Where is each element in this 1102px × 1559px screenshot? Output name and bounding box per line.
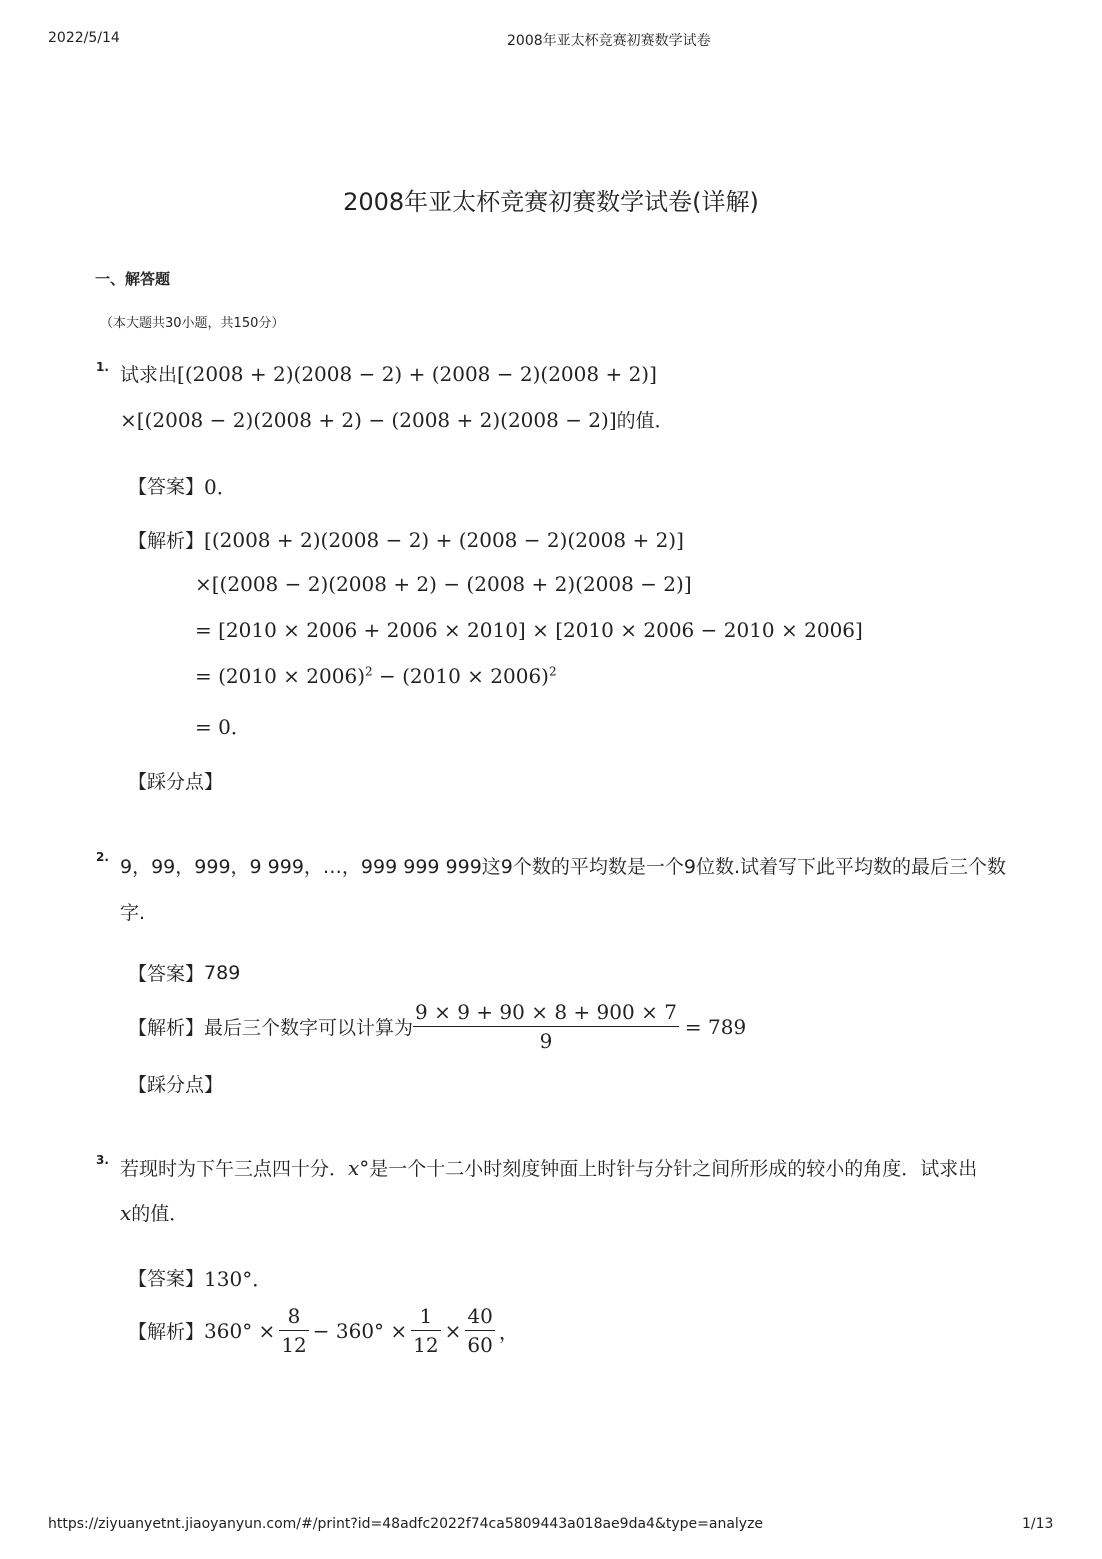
fraction-bar	[279, 1330, 308, 1331]
analysis-row	[128, 1000, 746, 1053]
section-heading: 一、解答题	[95, 270, 171, 288]
fraction-numerator: 9 × 9 + 90 × 8 + 900 × 7	[415, 1000, 677, 1024]
answer-value: 130°．	[204, 1267, 273, 1291]
question-text-line2: 字.	[120, 902, 146, 924]
fraction-denominator: 60	[467, 1333, 493, 1357]
answer-value: 789	[204, 961, 241, 984]
fraction-denominator: 12	[413, 1333, 439, 1357]
solution-term: 360° ×	[204, 1318, 276, 1343]
fraction-bar	[413, 1026, 679, 1027]
question-text-part: 若现时为下午三点四十分．	[120, 1158, 349, 1180]
answer-row	[128, 959, 240, 986]
solution-line: = 0．	[195, 715, 251, 739]
fraction	[411, 1304, 440, 1357]
solution-line: = [2010 × 2006 + 2006 × 2010] × [2010 × 2006 − 2010 × 2006]	[195, 618, 863, 642]
question-number: 3.	[96, 1153, 109, 1167]
answer-value: 0．	[204, 475, 237, 499]
answer-label: 【答案】	[128, 1268, 205, 1290]
print-date: 2022/5/14	[48, 30, 120, 46]
exponent: 2	[365, 664, 373, 679]
print-url: https://ziyuanyetnt.jiaoyanyun.com/#/print?id=48adfc2022f74ca5809443a018ae9da4&type=analyze	[48, 1516, 764, 1532]
solution-term: = (2010 × 2006)	[195, 664, 365, 688]
math-expression: ×[(2008 − 2)(2008 + 2) − (2008 + 2)(2008 − 2)]	[120, 407, 617, 432]
analysis-row	[128, 526, 684, 553]
fraction-numerator: 1	[419, 1304, 433, 1328]
solution-line	[195, 664, 557, 688]
question-text-part: 是一个十二小时刻度钟面上时针与分针之间所形成的较小的角度．试求出	[369, 1158, 978, 1180]
fraction-denominator: 9	[539, 1029, 553, 1053]
page-number: 1/13	[1022, 1516, 1054, 1532]
answer-label: 【答案】	[128, 476, 205, 498]
fraction	[465, 1304, 494, 1357]
points-label: 【踩分点】	[128, 1074, 224, 1096]
variable: x	[120, 1200, 132, 1225]
question-number: 2.	[96, 850, 109, 864]
section-note: （本大题共30小题，共150分）	[100, 316, 285, 331]
question-text-prefix: 试求出	[120, 364, 178, 386]
question-text-line2	[120, 1199, 188, 1226]
solution-term: − 360° ×	[312, 1318, 408, 1343]
analysis-text: 最后三个数字可以计算为	[204, 1017, 414, 1039]
page-title: 2008年亚太杯竞赛初赛数学试卷(详解)	[343, 188, 759, 216]
answer-row	[128, 471, 237, 500]
solution-term: ×	[444, 1318, 462, 1343]
fraction-numerator: 8	[287, 1304, 301, 1328]
question-text: 9，99，999，9 999，…，999 999 999这9个数的平均数是一个9位数.试着写下此平均数的最后三个数	[120, 856, 1007, 878]
fraction-numerator: 40	[467, 1304, 493, 1328]
solution-term: − (2010 × 2006)	[372, 664, 549, 688]
solution-term: ，	[498, 1320, 519, 1344]
points-label: 【踩分点】	[128, 771, 224, 793]
variable: x°	[348, 1155, 370, 1180]
exponent: 2	[549, 664, 557, 679]
question-text	[120, 360, 657, 387]
question-number: 1.	[96, 360, 109, 374]
fraction-denominator: 12	[281, 1333, 307, 1357]
solution-line: [(2008 + 2)(2008 − 2) + (2008 − 2)(2008 + 2)]	[204, 527, 684, 552]
print-header-title: 2008年亚太杯竞赛初赛数学试卷	[507, 33, 711, 49]
fraction-bar	[411, 1330, 440, 1331]
answer-row	[128, 1263, 272, 1292]
question-text-line2	[120, 406, 674, 433]
fraction-bar	[465, 1330, 494, 1331]
answer-label: 【答案】	[128, 963, 205, 985]
fraction	[279, 1304, 308, 1357]
question-text-suffix: 的值．	[616, 410, 674, 432]
question-text-part: 的值．	[131, 1203, 189, 1225]
analysis-label: 【解析】	[128, 1321, 205, 1343]
question-text	[120, 1154, 977, 1181]
analysis-label: 【解析】	[128, 1017, 205, 1039]
fraction	[413, 1000, 679, 1053]
analysis-label: 【解析】	[128, 530, 205, 552]
solution-line: ×[(2008 − 2)(2008 + 2) − (2008 + 2)(2008 − 2)]	[195, 572, 692, 596]
math-expression: [(2008 + 2)(2008 − 2) + (2008 − 2)(2008 + 2)]	[177, 361, 657, 386]
analysis-row	[128, 1304, 519, 1357]
result: = 789	[684, 1014, 747, 1039]
